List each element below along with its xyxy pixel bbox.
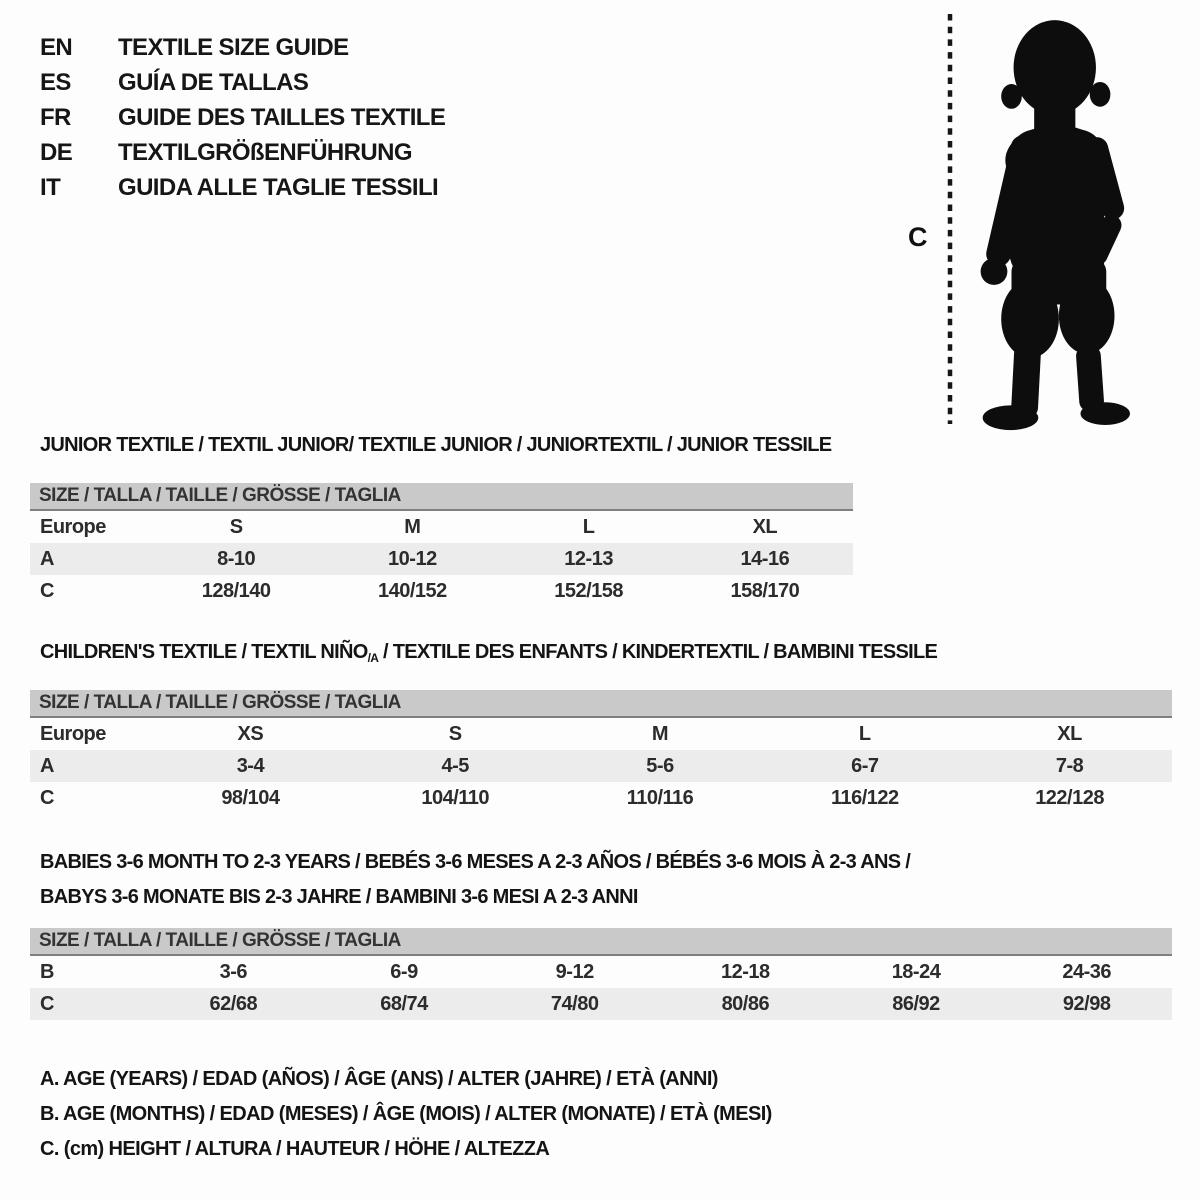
row-label: A xyxy=(40,754,54,777)
table-header-bar: SIZE / TALLA / TAILLE / GRÖSSE / TAGLIA xyxy=(30,690,1172,718)
age-cell: 5-6 xyxy=(646,754,674,777)
table-header-bar: SIZE / TALLA / TAILLE / GRÖSSE / TAGLIA xyxy=(30,928,1172,956)
age-cell: 7-8 xyxy=(1055,754,1084,777)
babies-heading-line1: BABIES 3-6 MONTH TO 2-3 YEARS / BEBÉS 3-6 MESES A 2-3 AÑOS / BÉBÉS 3-6 MOIS À 2-3 ANS / xyxy=(40,851,911,873)
language-code: ES xyxy=(40,68,71,96)
size-cell: L xyxy=(858,722,871,745)
row-label: C xyxy=(40,992,54,1015)
months-cell: 24-36 xyxy=(1062,960,1112,983)
language-row-de xyxy=(40,135,445,170)
height-cell: 116/122 xyxy=(830,786,899,809)
size-cell: M xyxy=(651,722,669,745)
table-header-bar: SIZE / TALLA / TAILLE / GRÖSSE / TAGLIA xyxy=(30,483,853,511)
size-cell: M xyxy=(404,515,421,538)
language-title-list xyxy=(40,30,445,205)
age-cell: 8-10 xyxy=(217,547,256,570)
language-code: IT xyxy=(40,173,61,201)
age-cell: 6-7 xyxy=(851,754,879,777)
babies-heading-line2: BABYS 3-6 MONATE BIS 2-3 JAHRE / BAMBINI 3-6 MESI A 2-3 ANNI xyxy=(40,886,638,908)
size-cell: XS xyxy=(237,722,264,745)
children-size-table xyxy=(30,690,1172,814)
height-cell: 152/158 xyxy=(554,579,624,602)
language-title: TEXTILGRÖßENFÜHRUNG xyxy=(118,138,412,166)
language-code: FR xyxy=(40,103,71,131)
language-title: GUÍA DE TALLAS xyxy=(118,68,309,96)
table-row xyxy=(30,750,1172,782)
height-cell: 68/74 xyxy=(380,992,428,1015)
height-cell: 98/104 xyxy=(221,786,280,809)
height-measure-figure xyxy=(880,0,1200,440)
height-cell: 122/128 xyxy=(1035,786,1104,809)
size-cell: L xyxy=(582,515,595,538)
table-row xyxy=(30,956,1172,988)
table-row xyxy=(30,718,1172,750)
language-code: DE xyxy=(40,138,73,166)
language-row-en xyxy=(40,30,445,65)
row-label: Europe xyxy=(40,515,106,538)
row-label: B xyxy=(40,960,54,983)
height-cell: 86/92 xyxy=(892,992,940,1015)
children-heading-text: CHILDREN'S TEXTILE / TEXTIL NIÑO xyxy=(40,641,368,663)
row-label: A xyxy=(40,547,54,570)
row-label: Europe xyxy=(40,722,106,745)
row-label: C xyxy=(40,579,54,602)
legend-line-a: A. AGE (YEARS) / EDAD (AÑOS) / ÂGE (ANS) / ALTER (JAHRE) / ETÀ (ANNI) xyxy=(40,1068,718,1090)
months-cell: 18-24 xyxy=(891,960,941,983)
height-cell: 80/86 xyxy=(721,992,770,1015)
age-cell: 10-12 xyxy=(388,547,437,570)
size-cell: S xyxy=(448,722,462,745)
language-row-es xyxy=(40,65,445,100)
age-cell: 14-16 xyxy=(740,547,790,570)
size-cell: XL xyxy=(1057,722,1082,745)
months-cell: 9-12 xyxy=(555,960,594,983)
table-row xyxy=(30,782,1172,814)
table-row xyxy=(30,543,853,575)
babies-size-table xyxy=(30,928,1172,1020)
age-cell: 3-4 xyxy=(236,754,265,777)
junior-size-table xyxy=(30,483,853,607)
measure-legend xyxy=(40,1062,772,1167)
junior-section-heading: JUNIOR TEXTILE / TEXTIL JUNIOR/ TEXTILE JUNIOR / JUNIORTEXTIL / JUNIOR TESSILE xyxy=(40,434,832,456)
height-cell: 128/140 xyxy=(201,579,271,602)
months-cell: 3-6 xyxy=(219,960,248,983)
table-row xyxy=(30,988,1172,1020)
height-cell: 140/152 xyxy=(377,579,447,602)
size-cell: XL xyxy=(752,515,778,538)
months-cell: 12-18 xyxy=(721,960,770,983)
language-title: GUIDA ALLE TAGLIE TESSILI xyxy=(118,173,439,201)
legend-line-c: C. (cm) HEIGHT / ALTURA / HAUTEUR / HÖHE / ALTEZZA xyxy=(40,1138,550,1160)
height-cell: 92/98 xyxy=(1062,992,1111,1015)
months-cell: 6-9 xyxy=(390,960,418,983)
measure-label-c: C xyxy=(908,222,928,252)
height-cell: 74/80 xyxy=(550,992,599,1015)
height-cell: 158/170 xyxy=(730,579,800,602)
table-row xyxy=(30,575,853,607)
language-row-fr xyxy=(40,100,445,135)
toddler-silhouette-icon xyxy=(981,20,1130,430)
row-label: C xyxy=(40,786,54,809)
babies-section-heading xyxy=(40,845,910,915)
language-row-it xyxy=(40,170,445,205)
age-cell: 12-13 xyxy=(564,547,613,570)
legend-line-b: B. AGE (MONTHS) / EDAD (MESES) / ÂGE (MOIS) / ALTER (MONATE) / ETÀ (MESI) xyxy=(40,1103,772,1125)
height-cell: 62/68 xyxy=(209,992,258,1015)
table-row xyxy=(30,511,853,543)
children-heading-text: / TEXTILE DES ENFANTS / KINDERTEXTIL / BAMBINI TESSILE xyxy=(378,641,938,663)
language-title: TEXTILE SIZE GUIDE xyxy=(118,33,349,61)
height-cell: 104/110 xyxy=(421,786,490,809)
language-title: GUIDE DES TAILLES TEXTILE xyxy=(118,103,446,131)
children-section-heading xyxy=(40,641,937,665)
size-cell: S xyxy=(229,515,243,538)
height-cell: 110/116 xyxy=(626,786,694,809)
children-heading-sub: /A xyxy=(367,651,379,665)
age-cell: 4-5 xyxy=(441,754,469,777)
language-code: EN xyxy=(40,33,73,61)
